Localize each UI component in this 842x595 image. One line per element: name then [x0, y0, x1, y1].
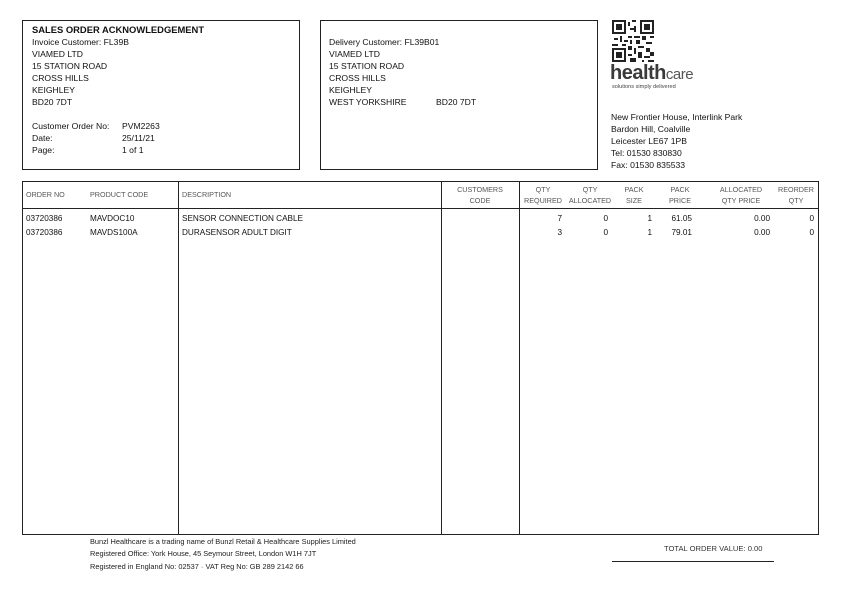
cell-product-code: MAVDS100A: [90, 228, 138, 237]
total-order-value: TOTAL ORDER VALUE: 0.00: [664, 544, 763, 553]
table-header-divider: [22, 208, 819, 209]
footer-registration-no: Registered in England No: 02537 · VAT Reg No: GB 289 2142 66: [90, 562, 304, 571]
page-value: 1 of 1: [122, 145, 144, 155]
delivery-postcode: BD20 7DT: [436, 97, 477, 107]
invoice-line: KEIGHLEY: [32, 85, 75, 95]
date-label: Date:: [32, 133, 53, 143]
header-allocated-price: ALLOCATED QTY PRICE: [719, 185, 763, 205]
company-address-line: Leicester LE67 1PB: [611, 136, 687, 146]
delivery-line: CROSS HILLS: [329, 73, 386, 83]
healthcare-logo: healthcare: [610, 62, 694, 84]
cell-reorder-qty: 0: [809, 214, 814, 223]
column-divider: [178, 181, 179, 535]
order-no-label: Customer Order No:: [32, 121, 110, 131]
delivery-line: KEIGHLEY: [329, 85, 372, 95]
cell-description: SENSOR CONNECTION CABLE: [182, 214, 304, 223]
header-pack-size: PACK SIZE: [624, 185, 644, 205]
invoice-line: 15 STATION ROAD: [32, 61, 108, 71]
company-address-line: Bardon Hill, Coalville: [611, 124, 691, 134]
header-pack-price: PACK PRICE: [669, 185, 691, 205]
company-address-line: New Frontier House, Interlink Park: [611, 112, 743, 122]
header-reorder-qty: REORDER QTY: [778, 185, 814, 205]
cell-allocated-price: 0.00: [754, 214, 770, 223]
cell-pack-size: 1: [647, 214, 652, 223]
header-product-code: PRODUCT CODE: [90, 190, 149, 199]
order-lines-table: [22, 181, 819, 535]
header-qty-allocated: QTY ALLOCATED: [568, 185, 612, 205]
column-divider: [441, 181, 442, 535]
column-divider: [519, 181, 520, 535]
delivery-line: VIAMED LTD: [329, 49, 380, 59]
cell-pack-size: 1: [647, 228, 652, 237]
total-underline: [612, 561, 774, 562]
cell-reorder-qty: 0: [809, 228, 814, 237]
header-order-no: ORDER NO: [26, 190, 65, 199]
header-description: DESCRIPTION: [182, 190, 232, 199]
cell-qty-required: 3: [557, 228, 562, 237]
cell-product-code: MAVDOC10: [90, 214, 135, 223]
delivery-line: 15 STATION ROAD: [329, 61, 405, 71]
cell-qty-allocated: 0: [603, 228, 608, 237]
delivery-customer: Delivery Customer: FL39B01: [329, 37, 440, 47]
cell-order-no: 03720386: [26, 228, 63, 237]
document-title: SALES ORDER ACKNOWLEDGEMENT: [32, 24, 205, 35]
header-customers-code: CUSTOMERS CODE: [457, 185, 503, 205]
invoice-line: BD20 7DT: [32, 97, 73, 107]
header-qty-required: QTY REQUIRED: [524, 185, 562, 205]
cell-description: DURASENSOR ADULT DIGIT: [182, 228, 292, 237]
company-phone: Tel: 01530 830830: [611, 148, 682, 158]
qr-code-icon: [612, 20, 654, 62]
cell-pack-price: 79.01: [671, 228, 692, 237]
logo-tagline: solutions simply delivered: [612, 84, 676, 90]
footer-trading-name: Bunzl Healthcare is a trading name of Bunzl Retail & Healthcare Supplies Limited: [90, 537, 356, 546]
order-no-value: PVM2263: [122, 121, 160, 131]
page-label: Page:: [32, 145, 55, 155]
cell-pack-price: 61.05: [671, 214, 692, 223]
cell-order-no: 03720386: [26, 214, 63, 223]
delivery-county: WEST YORKSHIRE: [329, 97, 407, 107]
invoice-line: VIAMED LTD: [32, 49, 83, 59]
date-value: 25/11/21: [122, 133, 155, 143]
invoice-line: CROSS HILLS: [32, 73, 89, 83]
footer-registered-office: Registered Office: York House, 45 Seymour Street, London W1H 7JT: [90, 549, 317, 558]
cell-qty-required: 7: [557, 214, 562, 223]
cell-allocated-price: 0.00: [754, 228, 770, 237]
invoice-customer: Invoice Customer: FL39B: [32, 37, 129, 47]
cell-qty-allocated: 0: [603, 214, 608, 223]
company-fax: Fax: 01530 835533: [611, 160, 686, 170]
